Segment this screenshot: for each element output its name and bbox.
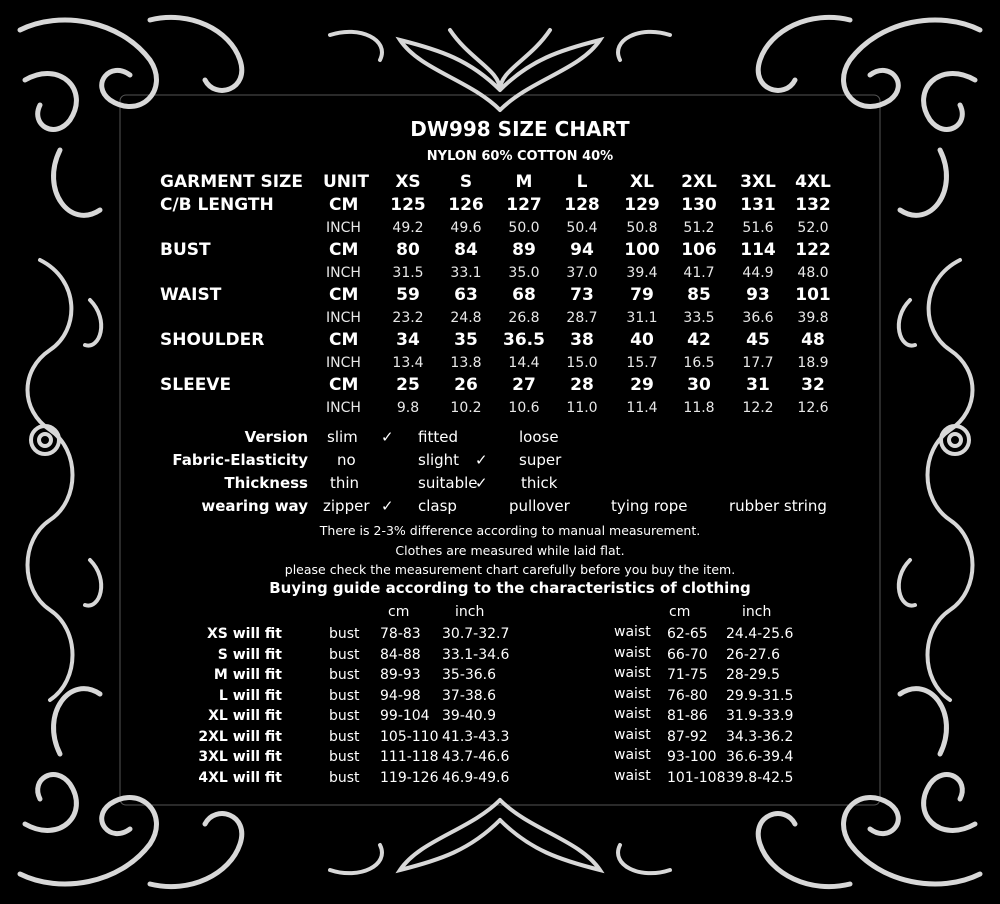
inch-value: 28.7 bbox=[566, 310, 598, 326]
guide-waist-cm: 93-100 bbox=[667, 749, 717, 765]
guide-waist-inch: 28-29.5 bbox=[726, 667, 781, 683]
cm-value: 34 bbox=[396, 330, 420, 350]
unit-inch-c-b-length: INCH bbox=[326, 220, 361, 236]
guide-bust-cm: 78-83 bbox=[380, 626, 421, 642]
cm-value: 94 bbox=[570, 240, 594, 260]
inch-value: 9.8 bbox=[396, 400, 420, 416]
cm-value: 40 bbox=[630, 330, 654, 350]
inch-value: 51.2 bbox=[683, 220, 715, 236]
bottom-center-ornament bbox=[330, 800, 670, 873]
cm-value: 125 bbox=[390, 195, 426, 215]
cm-value: 48 bbox=[801, 330, 825, 350]
attribute-option: slight bbox=[418, 451, 460, 469]
guide-waist-cm: 87-92 bbox=[667, 728, 708, 745]
inch-value: 24.8 bbox=[450, 310, 482, 326]
size-header-m: M bbox=[515, 172, 533, 192]
cm-value: 80 bbox=[396, 240, 420, 260]
guide-waist-cm: 71-75 bbox=[667, 667, 708, 683]
guide-bust-cm: 94-98 bbox=[380, 687, 421, 704]
attribute-label-fabric-elasticity: Fabric-Elasticity bbox=[172, 451, 308, 469]
size-header-4xl: 4XL bbox=[795, 172, 831, 192]
guide-measure-waist: waist bbox=[614, 726, 651, 743]
guide-waist-inch: 31.9-33.9 bbox=[726, 708, 794, 724]
unit-header: UNIT bbox=[323, 172, 369, 192]
inch-value: 41.7 bbox=[683, 265, 715, 281]
note-difference: There is 2-3% difference according to manual measurement. bbox=[319, 523, 701, 538]
cm-value: 130 bbox=[681, 195, 717, 215]
inch-value: 31.5 bbox=[392, 265, 424, 281]
inch-value: 23.2 bbox=[392, 310, 424, 326]
cm-value: 100 bbox=[624, 240, 660, 260]
inch-value: 49.6 bbox=[450, 220, 482, 236]
inch-value: 50.4 bbox=[566, 220, 598, 236]
cm-value: 89 bbox=[512, 240, 536, 260]
inch-value: 15.7 bbox=[626, 355, 658, 371]
attribute-label-wearing-way: wearing way bbox=[201, 497, 308, 515]
guide-measure-bust: bust bbox=[329, 667, 360, 683]
attribute-option: fitted bbox=[418, 428, 458, 446]
inch-value: 37.0 bbox=[566, 265, 598, 281]
cm-value: 63 bbox=[454, 285, 478, 305]
inch-value: 51.6 bbox=[742, 220, 774, 236]
guide-bust-cm: 105-110 bbox=[380, 728, 439, 745]
row-label-c-b-length: C/B LENGTH bbox=[160, 195, 274, 215]
guide-measure-waist: waist bbox=[614, 706, 651, 722]
guide-measure-waist: waist bbox=[614, 624, 651, 640]
guide-waist-inch: 24.4-25.6 bbox=[726, 626, 794, 642]
guide-measure-waist: waist bbox=[614, 665, 651, 681]
cm-value: 38 bbox=[570, 330, 594, 350]
cm-value: 31 bbox=[746, 375, 770, 395]
guide-waist-inch: 29.9-31.5 bbox=[726, 687, 794, 704]
guide-bust-inch: 35-36.6 bbox=[442, 667, 497, 683]
unit-inch-bust: INCH bbox=[326, 265, 361, 281]
cm-value: 106 bbox=[681, 240, 717, 260]
size-header-xs: XS bbox=[395, 172, 421, 192]
guide-inch-header-right: inch bbox=[742, 604, 772, 620]
guide-waist-cm: 66-70 bbox=[667, 646, 708, 663]
check-mark-icon: ✓ bbox=[475, 474, 488, 492]
inch-value: 39.4 bbox=[626, 265, 658, 281]
guide-bust-cm: 89-93 bbox=[380, 667, 421, 683]
inch-value: 14.4 bbox=[508, 355, 540, 371]
unit-inch-waist: INCH bbox=[326, 310, 361, 326]
attribute-option: super bbox=[519, 451, 562, 469]
unit-inch-shoulder: INCH bbox=[326, 355, 361, 371]
inch-value: 10.6 bbox=[508, 400, 540, 416]
cm-value: 42 bbox=[687, 330, 711, 350]
inch-value: 35.0 bbox=[508, 265, 540, 281]
cm-value: 29 bbox=[630, 375, 654, 395]
guide-size-label: 4XL will fit bbox=[198, 769, 282, 786]
inch-value: 10.2 bbox=[450, 400, 482, 416]
row-label-bust: BUST bbox=[160, 240, 211, 260]
inch-value: 33.1 bbox=[450, 265, 482, 281]
cm-value: 36.5 bbox=[503, 330, 545, 350]
buying-guide-title: Buying guide according to the characteristics of clothing bbox=[269, 579, 751, 597]
inch-value: 39.8 bbox=[797, 310, 829, 326]
unit-cm-waist: CM bbox=[329, 285, 359, 305]
guide-waist-cm: 81-86 bbox=[667, 708, 708, 724]
guide-waist-inch: 26-27.6 bbox=[726, 646, 781, 663]
guide-waist-cm: 101-108 bbox=[667, 769, 726, 786]
fabric-composition: NYLON 60% COTTON 40% bbox=[426, 149, 614, 164]
inch-value: 15.0 bbox=[566, 355, 598, 371]
garment-size-header: GARMENT SIZE bbox=[160, 172, 303, 192]
guide-size-label: M will fit bbox=[213, 667, 282, 683]
guide-bust-cm: 84-88 bbox=[380, 646, 421, 663]
unit-inch-sleeve: INCH bbox=[326, 400, 361, 416]
inch-value: 31.1 bbox=[626, 310, 658, 326]
guide-measure-bust: bust bbox=[329, 708, 360, 724]
row-label-sleeve: SLEEVE bbox=[160, 375, 232, 395]
cm-value: 122 bbox=[795, 240, 831, 260]
cm-value: 27 bbox=[512, 375, 536, 395]
guide-measure-bust: bust bbox=[329, 687, 360, 704]
cm-value: 68 bbox=[512, 285, 536, 305]
inch-value: 36.6 bbox=[742, 310, 774, 326]
guide-waist-inch: 34.3-36.2 bbox=[726, 728, 794, 745]
attribute-label-version: Version bbox=[244, 428, 308, 446]
inch-value: 11.0 bbox=[566, 400, 598, 416]
attribute-option: slim bbox=[327, 428, 358, 446]
inch-value: 52.0 bbox=[797, 220, 829, 236]
cm-value: 32 bbox=[801, 375, 825, 395]
cm-value: 128 bbox=[564, 195, 600, 215]
guide-size-label: 3XL will fit bbox=[198, 749, 282, 765]
row-label-shoulder: SHOULDER bbox=[160, 330, 265, 350]
guide-size-label: 2XL will fit bbox=[198, 728, 282, 745]
cm-value: 45 bbox=[746, 330, 770, 350]
cm-value: 30 bbox=[687, 375, 711, 395]
inch-value: 18.9 bbox=[797, 355, 829, 371]
inch-value: 13.4 bbox=[392, 355, 424, 371]
guide-bust-cm: 99-104 bbox=[380, 708, 430, 724]
cm-value: 25 bbox=[396, 375, 420, 395]
cm-value: 84 bbox=[454, 240, 478, 260]
unit-cm-sleeve: CM bbox=[329, 375, 359, 395]
attribute-option: no bbox=[337, 451, 356, 469]
cm-value: 93 bbox=[746, 285, 770, 305]
right-side-ornament bbox=[899, 260, 973, 700]
unit-cm-c-b-length: CM bbox=[329, 195, 359, 215]
attribute-option: thick bbox=[521, 474, 558, 492]
inch-value: 44.9 bbox=[742, 265, 774, 281]
cm-value: 129 bbox=[624, 195, 660, 215]
guide-waist-cm: 76-80 bbox=[667, 687, 708, 704]
guide-cm-header-left: cm bbox=[388, 604, 410, 620]
unit-cm-bust: CM bbox=[329, 240, 359, 260]
cm-value: 101 bbox=[795, 285, 831, 305]
guide-measure-bust: bust bbox=[329, 769, 360, 786]
size-header-l: L bbox=[576, 172, 588, 192]
inch-value: 16.5 bbox=[683, 355, 715, 371]
inch-value: 50.8 bbox=[626, 220, 658, 236]
size-header-s: S bbox=[459, 172, 473, 192]
cm-value: 85 bbox=[687, 285, 711, 305]
cm-value: 28 bbox=[570, 375, 594, 395]
guide-inch-header-left: inch bbox=[455, 604, 485, 620]
guide-size-label: S will fit bbox=[217, 646, 282, 663]
guide-measure-bust: bust bbox=[329, 749, 360, 765]
guide-measure-waist: waist bbox=[614, 767, 651, 784]
guide-measure-bust: bust bbox=[329, 626, 360, 642]
inch-value: 13.8 bbox=[450, 355, 482, 371]
guide-measure-waist: waist bbox=[614, 747, 651, 763]
unit-cm-shoulder: CM bbox=[329, 330, 359, 350]
guide-measure-bust: bust bbox=[329, 728, 360, 745]
size-header-3xl: 3XL bbox=[740, 172, 776, 192]
inch-value: 49.2 bbox=[392, 220, 424, 236]
chart-title: DW998 SIZE CHART bbox=[410, 117, 630, 141]
guide-size-label: XL will fit bbox=[208, 708, 282, 724]
check-mark-icon: ✓ bbox=[381, 428, 394, 446]
guide-bust-inch: 37-38.6 bbox=[442, 687, 497, 704]
cm-value: 132 bbox=[795, 195, 831, 215]
guide-waist-inch: 39.8-42.5 bbox=[726, 769, 794, 786]
inch-value: 12.2 bbox=[742, 400, 774, 416]
guide-bust-cm: 119-126 bbox=[380, 769, 439, 786]
note-laid-flat: Clothes are measured while laid flat. bbox=[395, 543, 625, 558]
cm-value: 127 bbox=[506, 195, 542, 215]
guide-size-label: XS will fit bbox=[206, 626, 282, 642]
guide-bust-inch: 41.3-43.3 bbox=[442, 728, 510, 745]
guide-bust-inch: 43.7-46.6 bbox=[442, 749, 510, 765]
attribute-option: loose bbox=[519, 428, 559, 446]
inch-value: 50.0 bbox=[508, 220, 540, 236]
guide-size-label: L will fit bbox=[218, 687, 282, 704]
size-header-2xl: 2XL bbox=[681, 172, 717, 192]
guide-waist-inch: 36.6-39.4 bbox=[726, 749, 794, 765]
inch-value: 33.5 bbox=[683, 310, 715, 326]
size-header-xl: XL bbox=[630, 172, 654, 192]
guide-bust-inch: 30.7-32.7 bbox=[442, 626, 510, 642]
attribute-option: clasp bbox=[418, 497, 457, 515]
attribute-option: tying rope bbox=[611, 497, 688, 515]
attribute-option: rubber string bbox=[729, 497, 827, 515]
row-label-waist: WAIST bbox=[160, 285, 222, 305]
inch-value: 17.7 bbox=[742, 355, 774, 371]
inch-value: 48.0 bbox=[797, 265, 829, 281]
attribute-option: suitable bbox=[418, 474, 478, 492]
guide-measure-waist: waist bbox=[614, 685, 651, 702]
cm-value: 73 bbox=[570, 285, 594, 305]
attribute-label-thickness: Thickness bbox=[224, 474, 308, 492]
cm-value: 79 bbox=[630, 285, 654, 305]
check-mark-icon: ✓ bbox=[381, 497, 394, 515]
guide-measure-waist: waist bbox=[614, 644, 651, 661]
cm-value: 131 bbox=[740, 195, 776, 215]
attribute-option: thin bbox=[330, 474, 360, 492]
guide-waist-cm: 62-65 bbox=[667, 626, 708, 642]
cm-value: 26 bbox=[454, 375, 478, 395]
inch-value: 26.8 bbox=[508, 310, 540, 326]
cm-value: 35 bbox=[454, 330, 478, 350]
top-center-ornament bbox=[330, 30, 670, 110]
inch-value: 11.4 bbox=[626, 400, 658, 416]
guide-bust-cm: 111-118 bbox=[380, 749, 439, 765]
check-mark-icon: ✓ bbox=[475, 451, 488, 469]
cm-value: 126 bbox=[448, 195, 484, 215]
attribute-option: zipper bbox=[323, 497, 370, 515]
guide-cm-header-right: cm bbox=[669, 604, 691, 620]
inch-value: 12.6 bbox=[797, 400, 829, 416]
guide-measure-bust: bust bbox=[329, 646, 360, 663]
guide-bust-inch: 46.9-49.6 bbox=[442, 769, 510, 786]
note-check-chart: please check the measurement chart carefully before you buy the item. bbox=[284, 562, 736, 577]
guide-bust-inch: 33.1-34.6 bbox=[442, 646, 510, 663]
guide-bust-inch: 39-40.9 bbox=[442, 708, 497, 724]
cm-value: 114 bbox=[740, 240, 776, 260]
attribute-option: pullover bbox=[509, 497, 570, 515]
inch-value: 11.8 bbox=[683, 400, 715, 416]
cm-value: 59 bbox=[396, 285, 420, 305]
